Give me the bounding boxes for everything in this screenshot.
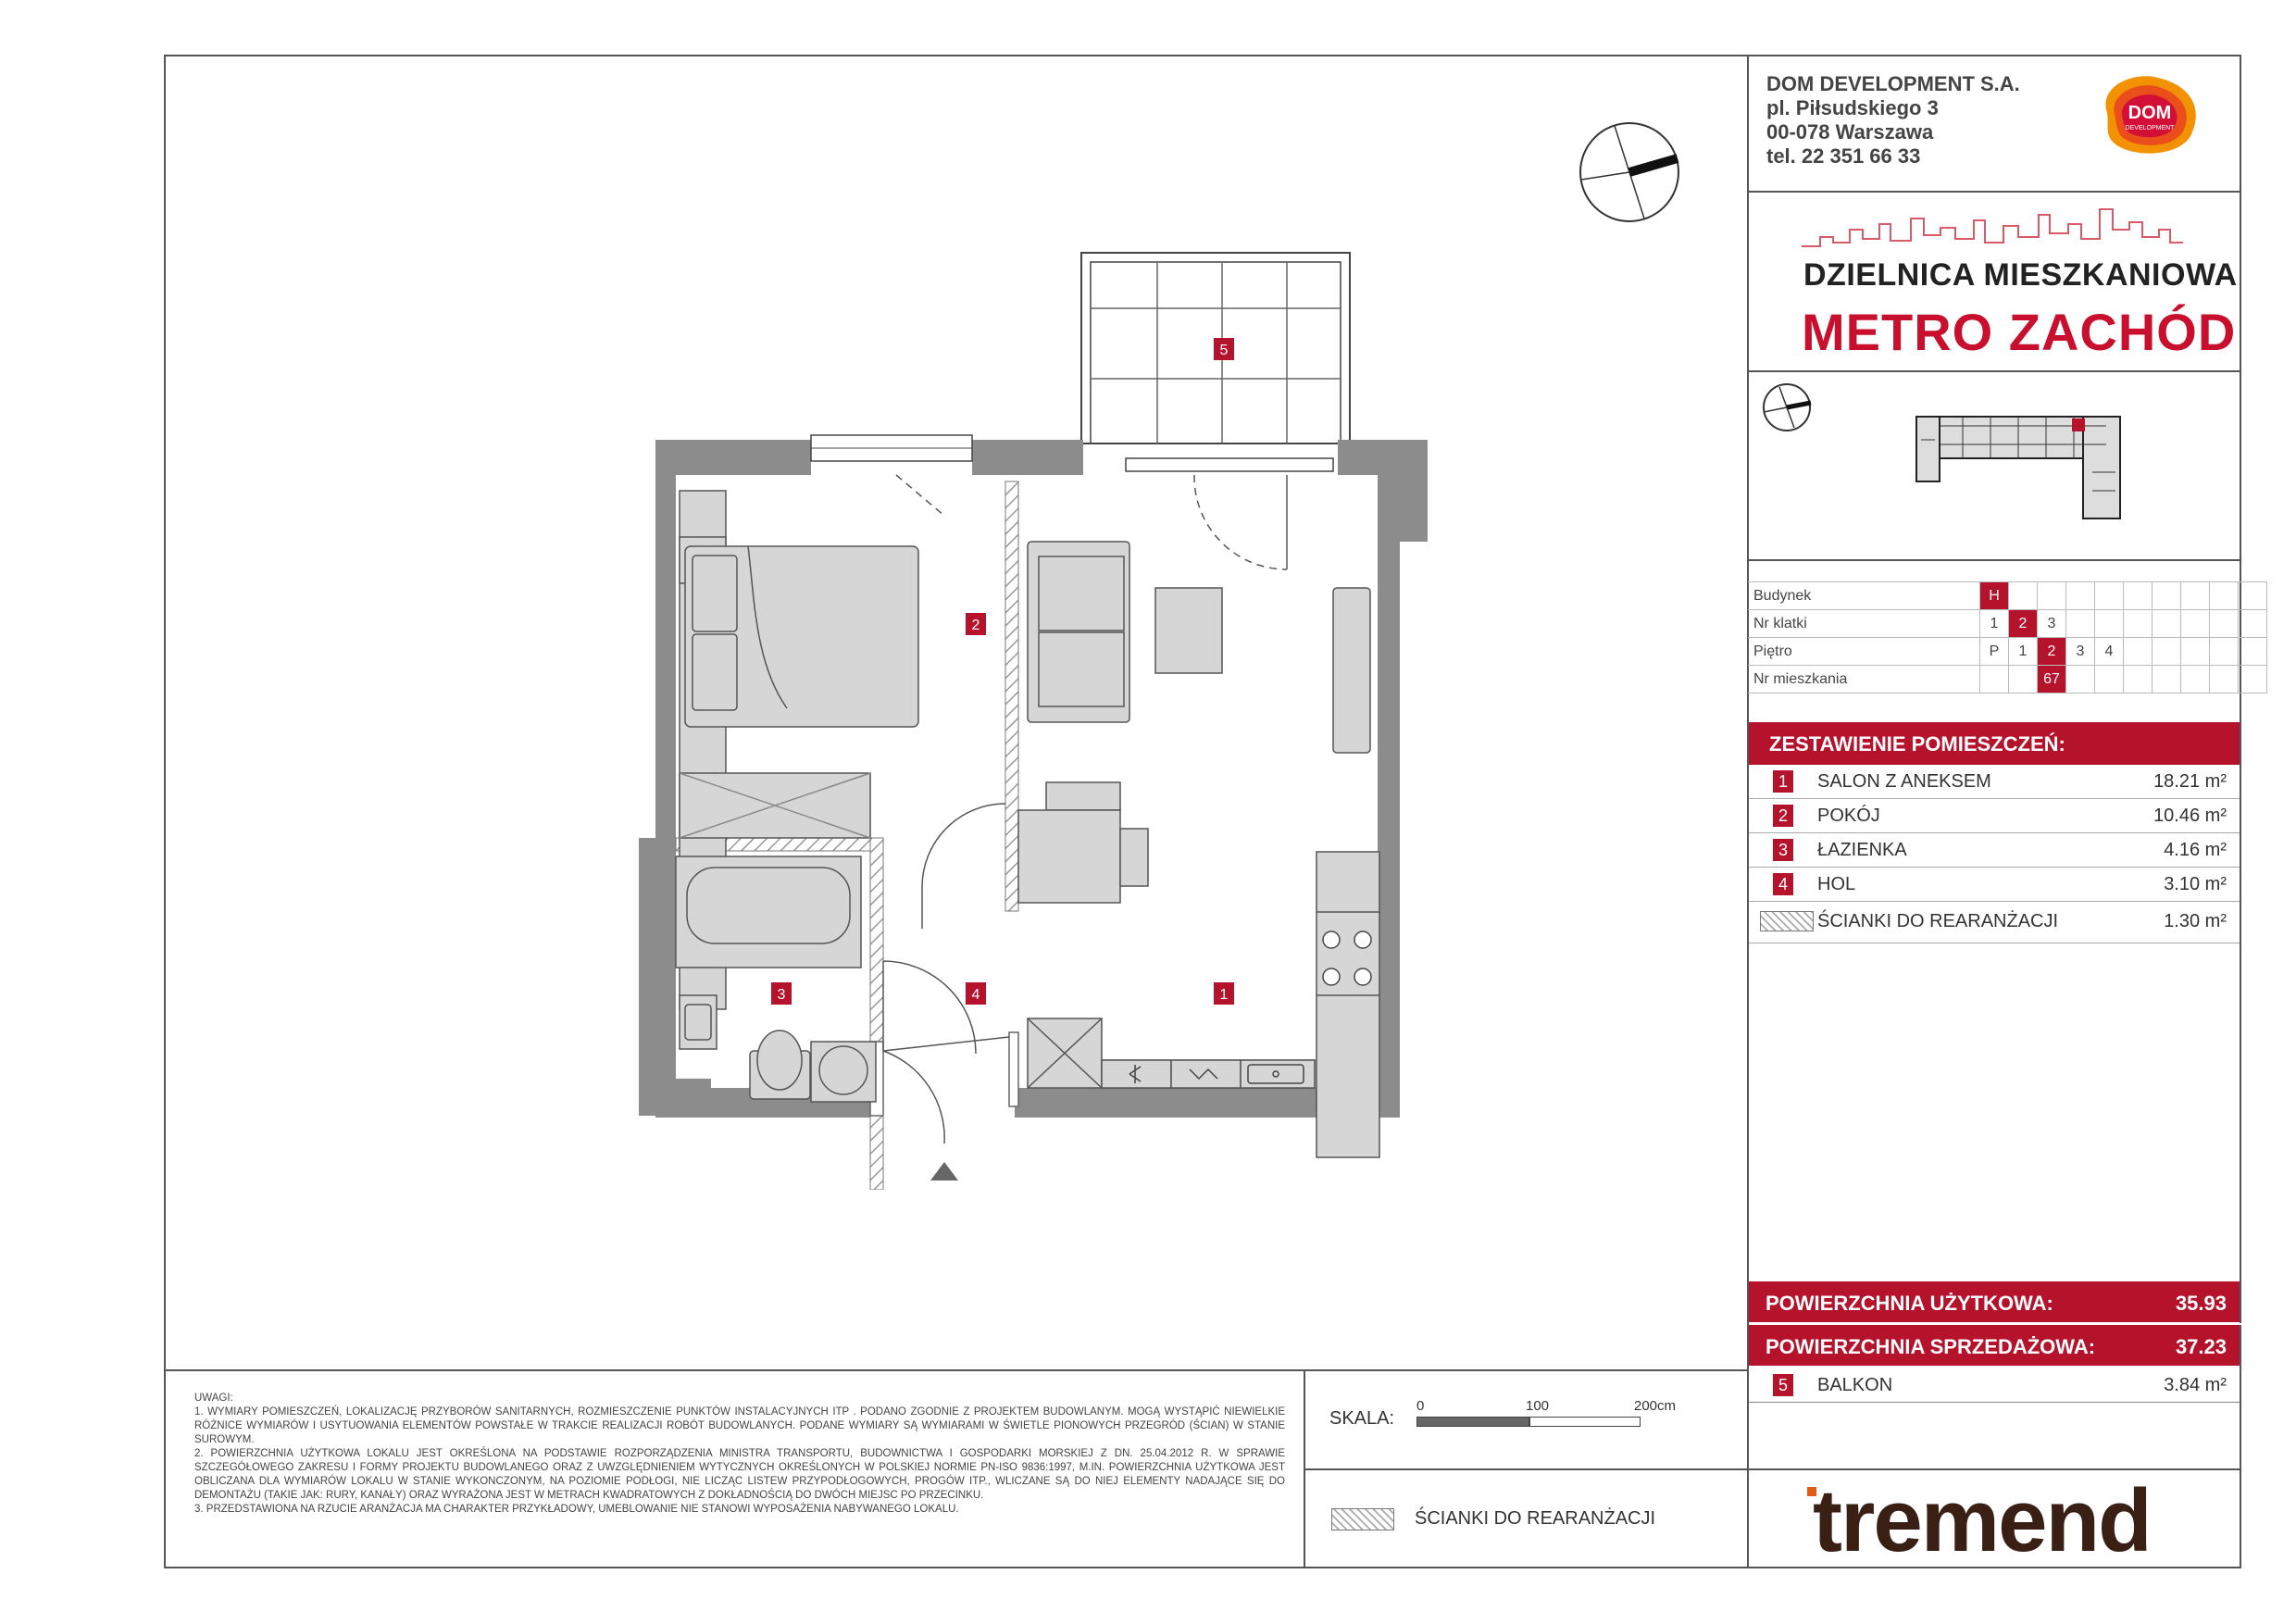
notes-divider [164,1369,1749,1371]
room-row-3: 3 ŁAZIENKA 4.16 m² [1749,833,2240,868]
company-info [1766,72,2020,169]
usable-area-value: 35.93 [2175,1292,2227,1315]
north-compass-icon [1574,117,1685,228]
info-cell [2038,582,2066,610]
scale-tick-0: 0 [1416,1398,1425,1414]
room-name: POKÓJ [1817,806,1880,826]
info-cell: 3 [2066,638,2095,666]
logo-text-top: DOM [2128,103,2172,123]
info-cell [2152,582,2181,610]
info-cell [2009,582,2038,610]
info-cell [2095,666,2124,693]
tremend-logo: tremend [1813,1471,2151,1570]
info-row-label: Budynek [1748,582,1980,610]
info-cell [2181,610,2210,638]
balcony-row: 5 BALKON 3.84 m² [1749,1368,2240,1403]
info-cell: 2 [2009,610,2038,638]
info-row [1748,610,2267,638]
title-divider [1749,370,2241,372]
room-row-2: 2 POKÓJ 10.46 m² [1749,799,2240,833]
rooms-header-text: ZESTAWIENIE POMIESZCZEŃ: [1769,732,2065,756]
info-cell: 67 [2038,666,2066,693]
sales-area-value: 37.23 [2175,1335,2227,1358]
info-row-label: Piętro [1748,638,1980,666]
legend-divider [1304,1468,1749,1470]
hatch-swatch [1760,911,1814,931]
info-cell [2152,638,2181,666]
info-cell [2009,666,2038,693]
info-cell: P [1980,638,2009,666]
info-cell: 2 [2038,638,2066,666]
info-cell [2210,610,2239,638]
logo-text-bottom: DEVELOPMENT [2125,125,2175,131]
info-cell [2210,666,2239,693]
balcony-name: BALKON [1817,1375,1893,1395]
scale-bar-filled [1416,1417,1529,1427]
info-cell: 4 [2095,638,2124,666]
info-cell [2181,638,2210,666]
floor-plan [639,245,1435,1190]
info-cell [2152,666,2181,693]
note-2: 2. POWIERZCHNIA UŻYTKOWA LOKALU JEST OKREŚLONA NA PODSTAWIE ROZPORZĄDZENIA MINISTRA TRANSPORTU, BUDOWNICTWA I GOSPODARKI MORSKIEJ Z DN. 25.04.2012 R. W SPRAWIE SZCZEGÓŁOWEGO ZAKRESU I FORMY PROJEKTU BUDOWLANEGO ORAZ Z UWZGLĘDNIENIEM WYTYCZNYCH OKREŚLONYCH W POLSKIEJ NORMIE PN-ISO 9836:1997, M.IN. POWIERZCHNIA UŻYTKOWA JEST OBLICZANA DLA WYMIARÓW LOKALU W STANIE WYKONCZONYM, NA POZIOMIE PODŁOGI, NIE LICZĄC LISTEW PRZYPODŁOGOWYCH, PROGÓW ITP., WLICZANE SĄ DO NIEJ ELEMENTY NADAJĄCE SIĘ DO DEMONTAŻU (TAKIE JAK: RURY, KANAŁY) ORAZ WYRAŻONA JEST W METRACH KWADRATOWYCH Z DOKŁADNOŚCIĄ DO DWÓCH MIEJSC PO PRZECINKU. [194,1448,1285,1501]
info-row [1748,582,2267,610]
room-label-1: 1 [1219,987,1229,1003]
scale-tick-100: 100 [1526,1398,1550,1414]
info-cell: 1 [2009,638,2038,666]
info-cell [2239,638,2267,666]
info-cell: 3 [2038,610,2066,638]
company-divider [1749,191,2241,193]
legend-label: ŚCIANKI DO REARANŻACJI [1415,1508,1656,1529]
notes-block [194,1392,1285,1517]
usable-area-bar [1749,1281,2240,1322]
info-row-label: Nr mieszkania [1748,666,1980,693]
notes-title: UWAGI: [194,1393,233,1404]
room-row-rearrangement [1749,902,2240,943]
info-cell [2066,666,2095,693]
scale-label: SKALA: [1329,1408,1395,1429]
apartment-info-table [1748,581,2267,693]
room-label-4: 4 [971,987,980,1003]
room-area: 4.16 m² [2164,840,2227,860]
info-cell: 1 [1980,610,2009,638]
note-3: 3. PRZEDSTAWIONA NA RZUCIE ARANŻACJA MA CHARAKTER PRZYKŁADOWY, UMEBLOWANIE NIE STANOWI WYPOSAŻENIA NABYWANEGO LOKALU. [194,1504,959,1515]
info-cell [2124,582,2152,610]
sales-area-bar [1749,1325,2240,1366]
info-cell [2095,582,2124,610]
info-cell [2095,610,2124,638]
room-name: ŚCIANKI DO REARANŻACJI [1817,911,2059,931]
company-name: DOM DEVELOPMENT S.A. [1766,72,2020,95]
sales-area-label: POWIERZCHNIA SPRZEDAŻOWA: [1766,1335,2096,1358]
info-cell [2124,638,2152,666]
info-cell [1980,666,2009,693]
info-cell [2210,638,2239,666]
info-cell [2210,582,2239,610]
room-name: ŁAZIENKA [1817,840,1907,860]
company-city: 00-078 Warszawa [1766,120,1934,144]
project-title-line2: METRO ZACHÓD [1802,303,2237,361]
rearrangement-wall-3 [870,838,883,1190]
info-cell [2181,582,2210,610]
scale-bar-empty [1529,1417,1641,1427]
room-area: 10.46 m² [2153,806,2227,826]
room-row-4: 4 HOL 3.10 m² [1749,868,2240,902]
room-label-5: 5 [1219,343,1229,358]
project-title-line1: DZIELNICA MIESZKANIOWA [1803,257,2238,293]
dom-development-logo [2089,67,2209,159]
keyplan-divider [1749,559,2241,561]
info-cell [2239,610,2267,638]
room-name: SALON Z ANEKSEM [1817,771,1991,792]
company-street: pl. Piłsudskiego 3 [1766,96,1939,119]
info-cell [2239,666,2267,693]
info-cell [2124,666,2152,693]
legend-hatch-swatch [1331,1508,1394,1530]
kitchen-counter [1028,1018,1315,1088]
room-name: HOL [1817,874,1856,894]
entrance-arrow-icon [930,1162,958,1181]
info-cell [2066,610,2095,638]
scale-tick-200: 200cm [1634,1398,1677,1414]
room-label-2: 2 [971,618,980,633]
company-phone: tel. 22 351 66 33 [1766,144,1921,168]
info-row [1748,666,2267,693]
rearrangement-wall-1 [1005,481,1018,911]
apartment-marker [2072,418,2085,431]
info-cell [2066,582,2095,610]
skyline-graphic [1802,202,2183,254]
room-area: 1.30 m² [2164,911,2227,931]
info-cell [2152,610,2181,638]
keyplan-compass-icon [1759,380,1815,435]
room-row-1: 1 SALON Z ANEKSEM 18.21 m² [1749,765,2240,799]
room-area: 3.10 m² [2164,874,2227,894]
info-cell: H [1980,582,2009,610]
room-label-3: 3 [777,987,786,1003]
building-keyplan [1907,398,2139,528]
info-row [1748,638,2267,666]
room-area: 18.21 m² [2153,771,2227,792]
rooms-header [1749,722,2240,765]
balcony-area: 3.84 m² [2164,1375,2227,1395]
info-cell [2239,582,2267,610]
info-cell [2124,610,2152,638]
usable-area-label: POWIERZCHNIA UŻYTKOWA: [1766,1292,2053,1315]
note-1: 1. WYMIARY POMIESZCZEŃ, LOKALIZACJĘ PRZYBORÓW SANITARNYCH, ROZMIESZCZENIE PUNKTÓW INSTALACYJNYCH ITP . PODANO ZGODNIE Z PROJEKTEM BUDOWLANYM. MOGĄ WYSTĄPIĆ NIEWIELKIE RÓŻNICE WYMIARÓW I USYTUOWANIA ELEMENTÓW POWSTAŁE W TRAKCIE REALIZACJI ROBÓT BUDOWLANYCH. PODANE WYMIARY SĄ WYMIARAMI W ŚWIETLE PIONOWYCH PRZEGRÓD (ŚCIAN) W STANIE SUROWYM. [194,1406,1285,1445]
info-row-label: Nr klatki [1748,610,1980,638]
info-cell [2181,666,2210,693]
